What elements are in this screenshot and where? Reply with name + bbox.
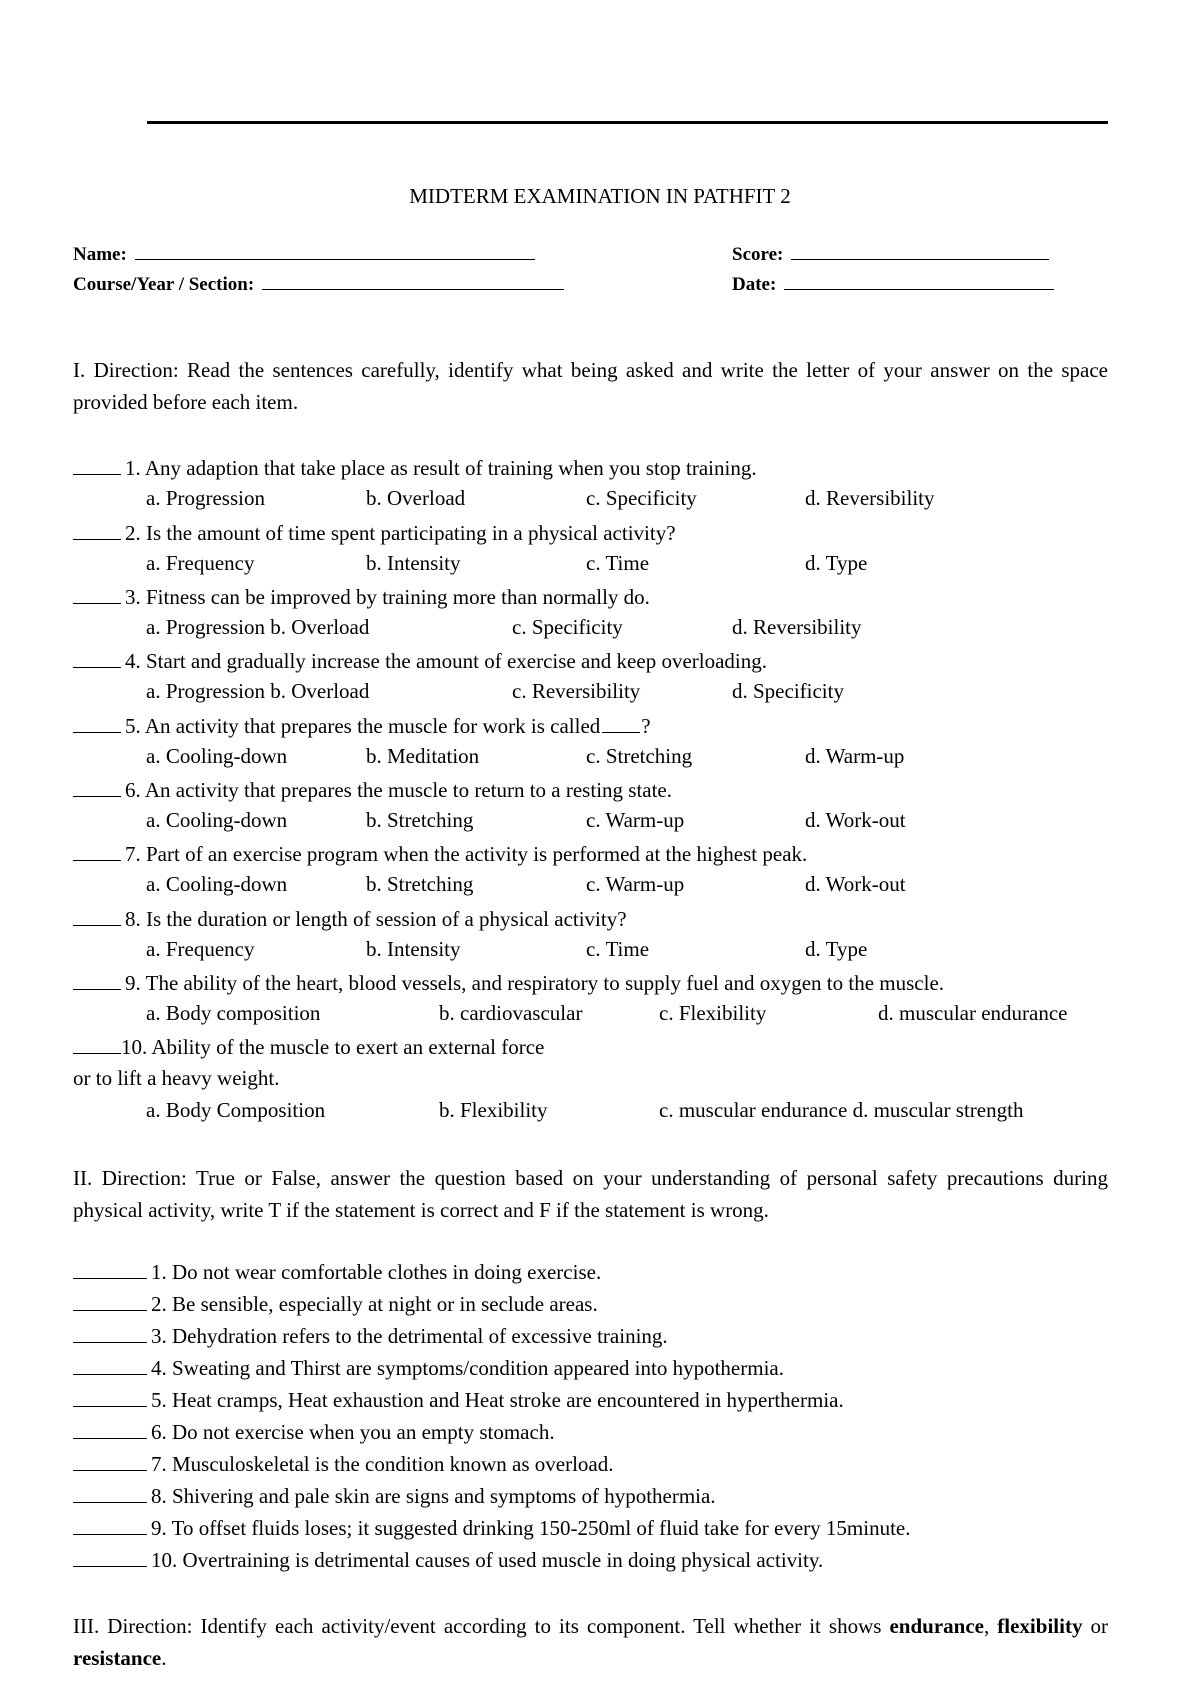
score-blank[interactable] (791, 240, 1049, 260)
choice-3d: d. Reversibility (732, 615, 862, 639)
tf-text: 1. Do not wear comfortable clothes in doing exercise. (151, 1260, 602, 1284)
question-mark: ? (641, 714, 651, 738)
question-text: 4. Start and gradually increase the amount of exercise and keep overloading. (125, 649, 768, 673)
choice-2a: a. Frequency (146, 551, 255, 575)
choice-8b: b. Intensity (366, 937, 461, 961)
choice-3ab: a. Progression b. Overload (146, 615, 370, 639)
course-label: Course/Year / Section: (73, 274, 255, 295)
question-2 (73, 519, 676, 546)
inline-blank (602, 712, 640, 733)
date-field[interactable] (732, 270, 1054, 296)
tf-item-4 (73, 1354, 784, 1381)
answer-blank-4[interactable] (73, 647, 121, 668)
choice-8d: d. Type (805, 937, 868, 961)
question-3 (73, 583, 650, 610)
part3-direction-text: III. Direction: Identify each activity/event according to its component. Tell whether it shows (73, 1614, 882, 1638)
question-7 (73, 840, 807, 867)
choice-5d: d. Warm-up (805, 744, 905, 768)
choice-7a: a. Cooling-down (146, 872, 288, 896)
date-label: Date: (732, 274, 777, 295)
answer-blank-10[interactable] (73, 1033, 121, 1054)
answer-blank-5[interactable] (73, 712, 121, 733)
choice-9a: a. Body composition (146, 1001, 321, 1025)
score-label: Score: (732, 244, 784, 265)
choice-2b: b. Intensity (366, 551, 461, 575)
answer-blank-3[interactable] (73, 583, 121, 604)
tf-text: 5. Heat cramps, Heat exhaustion and Heat stroke are encountered in hyperthermia. (151, 1388, 844, 1412)
question-9 (73, 969, 944, 996)
choice-4c: c. Reversibility (512, 679, 641, 703)
question-text: 2. Is the amount of time spent participating in a physical activity? (125, 521, 676, 545)
choice-1d: d. Reversibility (805, 486, 935, 510)
tf-blank-8[interactable] (73, 1482, 147, 1503)
tf-text: 4. Sweating and Thirst are symptoms/condition appeared into hypothermia. (151, 1356, 784, 1380)
tf-text: 10. Overtraining is detrimental causes of used muscle in doing physical activity. (151, 1548, 824, 1572)
part3-direction (73, 1610, 1108, 1674)
tf-blank-5[interactable] (73, 1386, 147, 1407)
question-text: 9. The ability of the heart, blood vessels, and respiratory to supply fuel and oxygen to the muscle. (125, 971, 945, 995)
question-8 (73, 905, 627, 932)
comma: , (983, 1614, 990, 1638)
keyword-resistance: resistance (73, 1646, 162, 1670)
tf-item-9 (73, 1514, 910, 1541)
name-blank[interactable] (135, 240, 535, 260)
choice-5b: b. Meditation (366, 744, 480, 768)
question-text: 10. Ability of the muscle to exert an external force (121, 1035, 545, 1059)
choice-7b: b. Stretching (366, 872, 474, 896)
answer-blank-1[interactable] (73, 454, 121, 475)
date-blank[interactable] (784, 270, 1054, 290)
question-10-line2: or to lift a heavy weight. (73, 1066, 280, 1090)
tf-text: 8. Shivering and pale skin are signs and symptoms of hypothermia. (151, 1484, 716, 1508)
question-text: 5. An activity that prepares the muscle for work is called (125, 714, 601, 738)
tf-blank-9[interactable] (73, 1514, 147, 1535)
tf-blank-1[interactable] (73, 1258, 147, 1279)
page-title: MIDTERM EXAMINATION IN PATHFIT 2 (409, 184, 791, 208)
choice-6c: c. Warm-up (586, 808, 685, 832)
tf-item-1 (73, 1258, 601, 1285)
choice-10cd: c. muscular endurance d. muscular strength (659, 1098, 1024, 1122)
answer-blank-6[interactable] (73, 776, 121, 797)
tf-item-7 (73, 1450, 614, 1477)
tf-item-10 (73, 1546, 823, 1573)
choice-10a: a. Body Composition (146, 1098, 326, 1122)
answer-blank-7[interactable] (73, 840, 121, 861)
tf-item-6 (73, 1418, 555, 1445)
choice-10b: b. Flexibility (439, 1098, 548, 1122)
name-label: Name: (73, 244, 127, 265)
choice-2d: d. Type (805, 551, 868, 575)
choice-5a: a. Cooling-down (146, 744, 288, 768)
tf-blank-7[interactable] (73, 1450, 147, 1471)
choice-6a: a. Cooling-down (146, 808, 288, 832)
question-text: 6. An activity that prepares the muscle to return to a resting state. (125, 778, 673, 802)
choice-4d: d. Specificity (732, 679, 844, 703)
question-4 (73, 647, 767, 674)
tf-text: 3. Dehydration refers to the detrimental of excessive training. (151, 1324, 668, 1348)
course-blank[interactable] (262, 270, 564, 290)
tf-text: 7. Musculoskeletal is the condition known as overload. (151, 1452, 614, 1476)
choice-7d: d. Work-out (805, 872, 906, 896)
keyword-flexibility: flexibility (997, 1614, 1083, 1638)
tf-text: 9. To offset fluids loses; it suggested drinking 150-250ml of fluid take for every 15minute. (151, 1516, 911, 1540)
question-6 (73, 776, 672, 803)
choice-9d: d. muscular endurance (878, 1001, 1068, 1025)
question-text: 1. Any adaption that take place as result of training when you stop training. (125, 456, 757, 480)
tf-item-2 (73, 1290, 598, 1317)
answer-blank-9[interactable] (73, 969, 121, 990)
score-field[interactable] (732, 240, 1049, 266)
choice-6b: b. Stretching (366, 808, 474, 832)
choice-9b: b. cardiovascular (439, 1001, 583, 1025)
question-text: 8. Is the duration or length of session of a physical activity? (125, 907, 627, 931)
choice-8c: c. Time (586, 937, 650, 961)
tf-blank-3[interactable] (73, 1322, 147, 1343)
choice-8a: a. Frequency (146, 937, 255, 961)
name-field[interactable] (73, 240, 535, 266)
answer-blank-2[interactable] (73, 519, 121, 540)
or-text: or (1082, 1614, 1108, 1638)
answer-blank-8[interactable] (73, 905, 121, 926)
tf-blank-2[interactable] (73, 1290, 147, 1311)
tf-blank-6[interactable] (73, 1418, 147, 1439)
choice-7c: c. Warm-up (586, 872, 685, 896)
tf-item-3 (73, 1322, 668, 1349)
keyword-endurance: endurance (889, 1614, 984, 1638)
tf-text: 6. Do not exercise when you an empty stomach. (151, 1420, 555, 1444)
question-text: 7. Part of an exercise program when the activity is performed at the highest peak. (125, 842, 808, 866)
choice-2c: c. Time (586, 551, 650, 575)
question-text: 3. Fitness can be improved by training more than normally do. (125, 585, 650, 609)
tf-text: 2. Be sensible, especially at night or in seclude areas. (151, 1292, 598, 1316)
period: . (161, 1646, 167, 1670)
choice-4ab: a. Progression b. Overload (146, 679, 370, 703)
question-10 (73, 1033, 544, 1060)
choice-1a: a. Progression (146, 486, 265, 510)
choice-1b: b. Overload (366, 486, 466, 510)
choice-3c: c. Specificity (512, 615, 623, 639)
choice-9c: c. Flexibility (659, 1001, 767, 1025)
top-rule (147, 121, 1108, 124)
question-5 (73, 712, 651, 739)
part2-direction: II. Direction: True or False, answer the question based on your understanding of personal safety precautions during physical activity, write T if the statement is correct and F if the statement is wrong. (73, 1166, 1108, 1222)
tf-item-5 (73, 1386, 844, 1413)
part1-direction: I. Direction: Read the sentences carefully, identify what being asked and write the letter of your answer on the space provided before each item. (73, 358, 1108, 414)
choice-6d: d. Work-out (805, 808, 906, 832)
tf-blank-10[interactable] (73, 1546, 147, 1567)
choice-1c: c. Specificity (586, 486, 697, 510)
course-field[interactable] (73, 270, 564, 296)
choice-5c: c. Stretching (586, 744, 693, 768)
question-1 (73, 454, 757, 481)
tf-blank-4[interactable] (73, 1354, 147, 1375)
tf-item-8 (73, 1482, 716, 1509)
